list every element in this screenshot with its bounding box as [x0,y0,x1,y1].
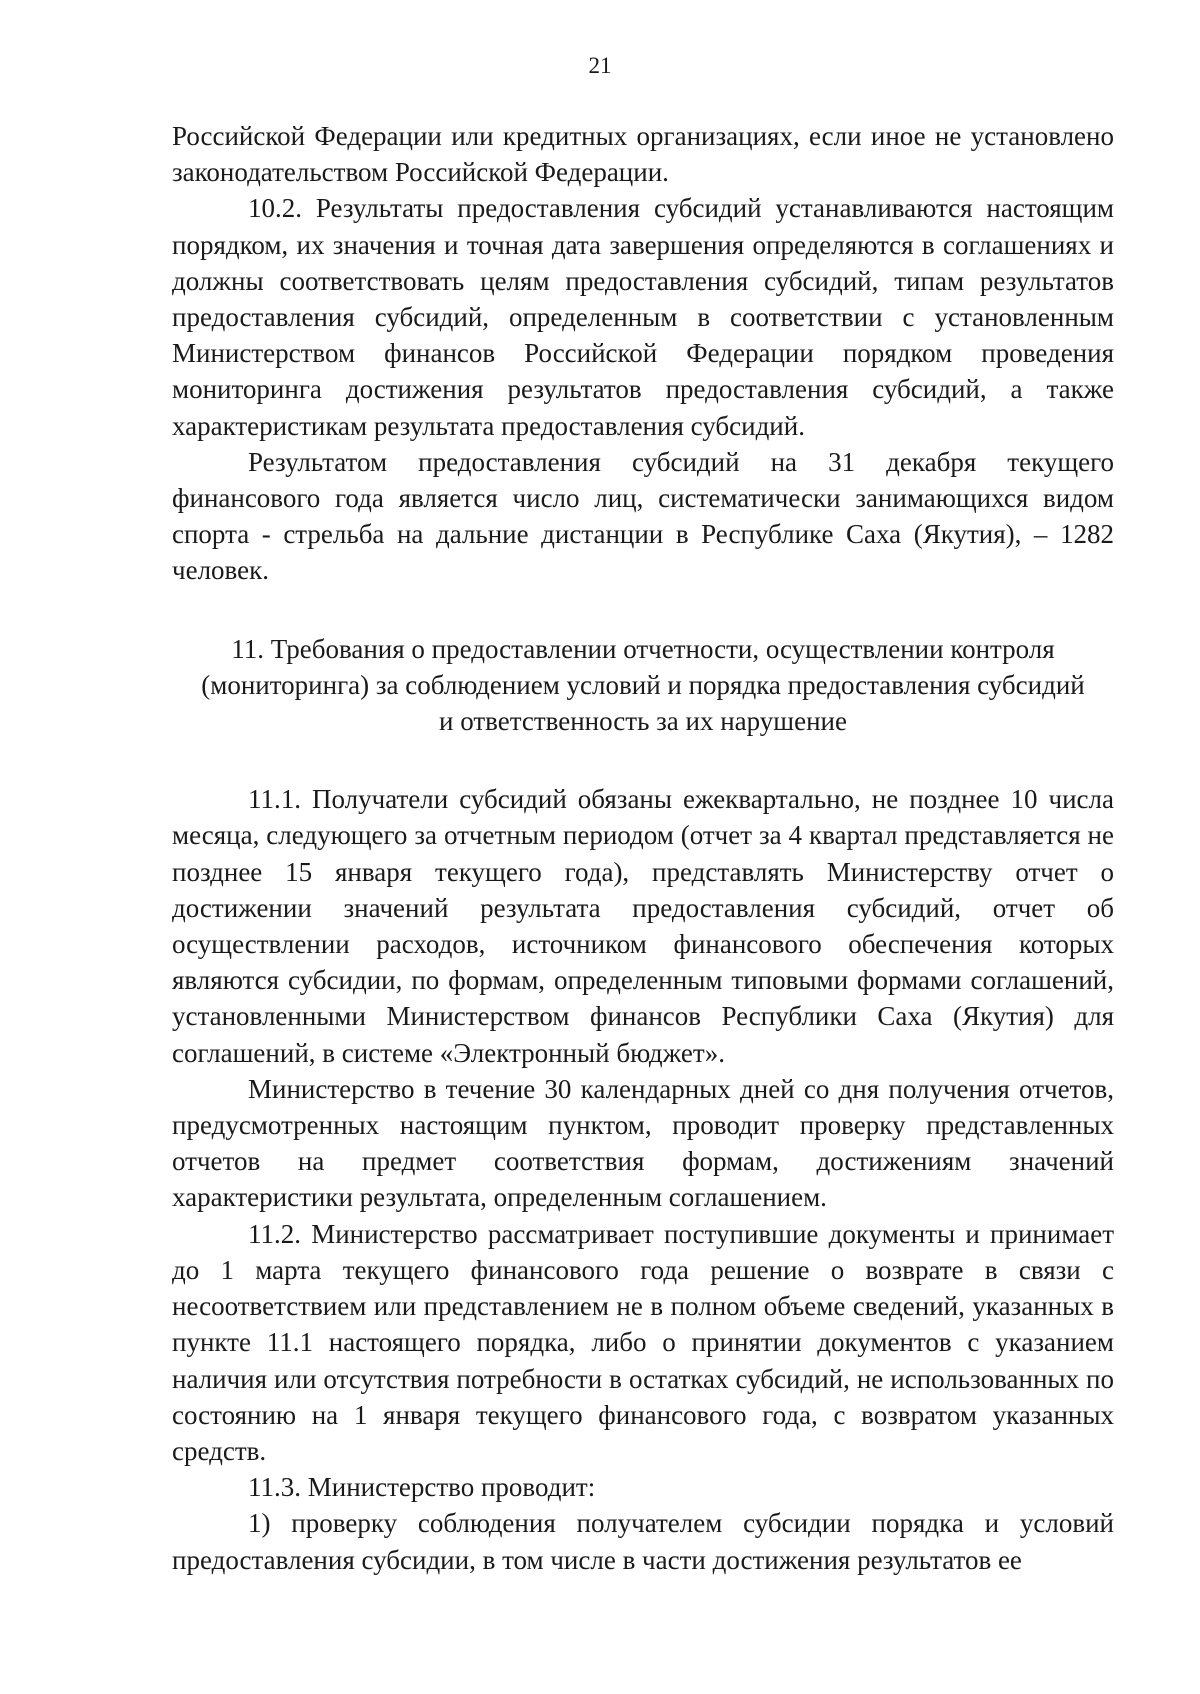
page-number: 21 [588,53,612,78]
section-heading [172,631,1114,740]
paragraph: 11.1. Получатели субсидий обязаны ежеквартально, не позднее 10 числа месяца, следующего за отчетным периодом (отчет за 4 квартал представляется не позднее 15 января текущего года), представлять Министерству отчет о достижении значений результата предоставления субсидий, отчет об осуществлении расходов, источником финансового обеспечения которых являются субсидии, по формам, определенным типовыми формами соглашений, установленными Министерством финансов Республики Саха (Якутия) для соглашений, в системе «Электронный бюджет». [172,784,1114,1068]
paragraph: Результатом предоставления субсидий на 31 декабря текущего финансового года является число лиц, систематически занимающихся видом спорта - стрельба на дальние дистанции в Республике Саха (Якутия), – 1282 человек. [172,446,1114,586]
section-heading-line: (мониторинга) за соблюдением условий и порядка предоставления субсидий [201,669,1085,700]
paragraphs-before-section [172,118,1114,589]
paragraph: 11.2. Министерство рассматривает поступившие документы и принимает до 1 марта текущего финансового года решение о возврате в связи с несоответствием или представлением не в полном объеме сведений, указанных в пункте 11.1 настоящего порядка, либо о принятии документов с указанием наличия или отсутствия потребности в остатках субсидий, не использованных по состоянию на 1 января текущего финансового года, с возвратом указанных средств. [172,1218,1114,1466]
paragraph: 10.2. Результаты предоставления субсидий устанавливаются настоящим порядком, их значения и точная дата завершения определяются в соглашениях и должны соответствовать целям предоставления субсидий, типам результатов предоставления субсидий, определенным в соответствии с установленным Министерством финансов Российской Федерации порядком проведения мониторинга достижения результатов предоставления субсидий, а также характеристикам результата предоставления субсидий. [172,193,1114,441]
paragraph: Российской Федерации или кредитных организациях, если иное не установлено законодательством Российской Федерации. [172,121,1114,188]
section-heading-line: 11. Требования о предоставлении отчетности, осуществлении контроля [231,633,1055,664]
paragraph: Министерство в течение 30 календарных дней со дня получения отчетов, предусмотренных настоящим пунктом, проводит проверку представленных отчетов на предмет соответствия формам, достижениям значений характеристики результата, определенным соглашением. [172,1073,1114,1213]
paragraph: 11.3. Министерство проводит: [248,1472,596,1503]
paragraph: 1) проверку соблюдения получателем субсидии порядка и условий предоставления субсидии, в том числе в части достижения результатов ее [172,1508,1114,1575]
section-heading-line: и ответственность за их нарушение [439,706,847,737]
paragraphs-after-section [172,781,1114,1577]
document-body [172,118,1114,1578]
